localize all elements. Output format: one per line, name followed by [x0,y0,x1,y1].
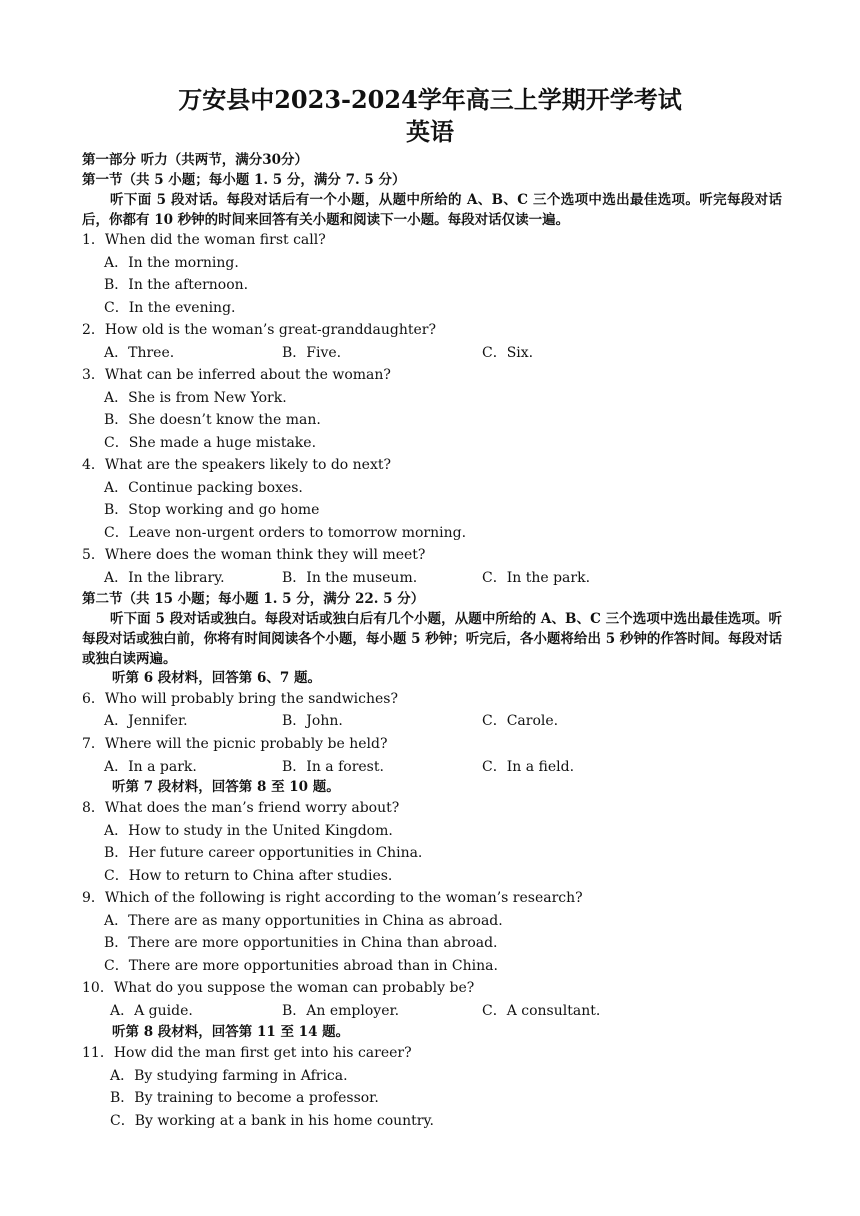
question-option: A．There are as many opportunities in China as abroad. [104,913,503,929]
question-option: C．By working at a bank in his home country. [110,1113,434,1129]
question-stem: 6．Who will probably bring the sandwiches? [82,691,398,707]
question-option: A．How to study in the United Kingdom. [104,823,393,839]
section2-instructions: 听下面 5 段对话或独白。每段对话或独白后有几个小题，从题中所给的 A、B、C 三个选项中选出最佳选项。听每段对话或独白前，你将有时间阅读各个小题，每小题 5 秒钟；听完后，各小题将给出 5 秒钟的作答时间。每段对话或独白读两遍。 [82,611,782,667]
material-note-7: 听第 7 段材料，回答第 8 至 10 题。 [112,779,340,795]
question-option: C．Carole. [482,713,559,729]
question-option: B．An employer. [282,1003,400,1019]
subject-title: 英语 [406,117,454,146]
question-option: C．In a field. [482,759,575,775]
question-option: B．Stop working and go home [104,502,320,518]
question-option: A．By studying farming in Africa. [110,1068,348,1084]
part1-heading: 第一部分 听力（共两节，满分30分） [82,152,308,168]
question-option: C．In the park. [482,570,591,586]
question-option: A．Continue packing boxes. [104,480,303,496]
question-stem: 1．When did the woman first call? [82,232,326,248]
question-option: C．Leave non-urgent orders to tomorrow morning. [104,525,467,541]
question-stem: 9．Which of the following is right according to the woman’s research? [82,890,583,906]
question-option: C．A consultant. [482,1003,601,1019]
question-option: A．Jennifer. [104,713,188,729]
question-option: C．How to return to China after studies. [104,868,393,884]
question-stem: 11．How did the man first get into his career? [82,1045,412,1061]
question-option: A．In the library. [104,570,225,586]
question-option: A．In the morning. [104,255,239,271]
question-stem: 5．Where does the woman think they will meet? [82,547,426,563]
question-option: B．In a forest. [282,759,384,775]
question-option: B．Her future career opportunities in China. [104,845,423,861]
question-option: A．She is from New York. [104,390,287,406]
question-option: C．In the evening. [104,300,236,316]
section2-heading: 第二节（共 15 小题；每小题 1. 5 分，满分 22. 5 分） [82,591,425,607]
question-option: C．Six. [482,345,534,361]
question-option: B．By training to become a professor. [110,1090,379,1106]
question-stem: 4．What are the speakers likely to do next? [82,457,391,473]
section1-heading: 第一节（共 5 小题；每小题 1. 5 分，满分 7. 5 分） [82,172,406,188]
question-stem: 7．Where will the picnic probably be held? [82,736,388,752]
section1-instructions: 听下面 5 段对话。每段对话后有一个小题，从题中所给的 A、B、C 三个选项中选出最佳选项。听完每段对话后，你都有 10 秒钟的时间来回答有关小题和阅读下一小题。每段对话仅读一遍。 [82,192,782,228]
question-option: C．There are more opportunities abroad than in China. [104,958,498,974]
page-title: 万安县中2023-2024学年高三上学期开学考试 [178,85,682,114]
question-stem: 10．What do you suppose the woman can probably be? [82,980,475,996]
question-option: A．In a park. [104,759,197,775]
question-option: B．John. [282,713,343,729]
question-option: B．In the museum. [282,570,418,586]
question-option: B．Five. [282,345,342,361]
question-option: C．She made a huge mistake. [104,435,317,451]
question-stem: 3．What can be inferred about the woman? [82,367,391,383]
question-option: B．There are more opportunities in China than abroad. [104,935,498,951]
question-stem: 8．What does the man’s friend worry about? [82,800,400,816]
question-stem: 2．How old is the woman’s great-granddaughter? [82,322,436,338]
question-option: A．A guide. [110,1003,193,1019]
question-option: B．She doesn’t know the man. [104,412,321,428]
material-note-6: 听第 6 段材料，回答第 6、7 题。 [112,670,321,686]
question-option: B．In the afternoon. [104,277,249,293]
question-option: A．Three. [104,345,175,361]
material-note-8: 听第 8 段材料，回答第 11 至 14 题。 [112,1024,350,1040]
